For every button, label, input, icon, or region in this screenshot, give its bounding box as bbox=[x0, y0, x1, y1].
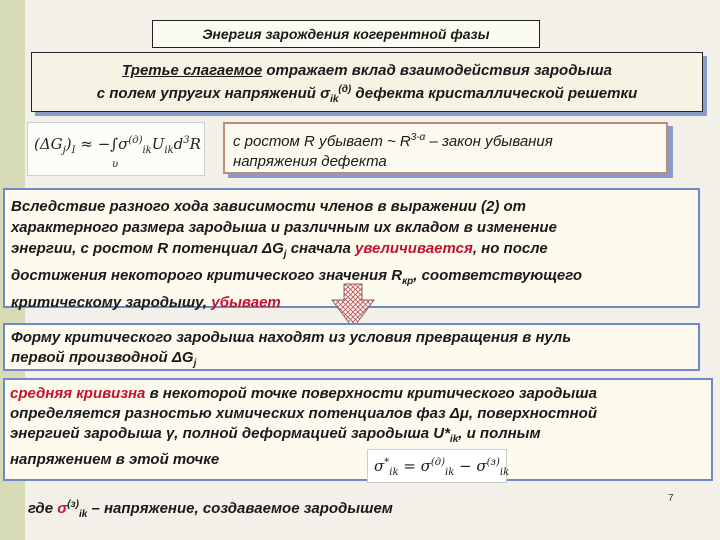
due-line-2: характерного размера зародыша и различным их вкладом в изменение bbox=[11, 219, 557, 236]
curv-l3b: , полной деформацией зародыша bbox=[174, 425, 434, 442]
formula-d: d bbox=[173, 135, 184, 153]
third-term-box bbox=[31, 52, 703, 112]
due-l4rsub: кр bbox=[402, 276, 414, 287]
due-l3r: R bbox=[157, 240, 169, 257]
due-line-3 bbox=[11, 238, 692, 265]
sigma-sup: (д) bbox=[338, 84, 352, 95]
where-sigma: σ bbox=[57, 500, 68, 517]
sf-d-sup: (д) bbox=[430, 457, 445, 468]
formula-integral: ≈ −∫σ bbox=[80, 135, 129, 153]
where-sup: (з) bbox=[67, 499, 79, 510]
formula-lhs-sub2: I bbox=[71, 145, 76, 156]
sf-z-sub: ik bbox=[499, 467, 510, 478]
sf-eq: = σ bbox=[398, 457, 431, 475]
where-b: – напряжение, создаваемое зародышем bbox=[87, 500, 393, 517]
formula-expression bbox=[34, 135, 201, 156]
formula-u-sub: ik bbox=[164, 145, 174, 156]
third-term-line-2 bbox=[32, 80, 702, 109]
critical-form-box bbox=[3, 323, 700, 371]
due-l4b: , соответствующего bbox=[413, 267, 583, 284]
formula-lhs: (ΔG bbox=[34, 135, 63, 153]
mean-curvature-box bbox=[3, 378, 713, 481]
decay-text-b: убывает ~ bbox=[314, 133, 400, 150]
sigma-symbol: σ bbox=[320, 85, 331, 102]
sf-lhs-sup: * bbox=[384, 457, 390, 468]
page-number: 7 bbox=[668, 493, 674, 504]
form-l2a: первой производной bbox=[11, 349, 172, 366]
formula-lhs-close: ) bbox=[65, 135, 72, 153]
form-l2g: ΔG bbox=[171, 349, 194, 366]
formula-sigma-sup: (д) bbox=[128, 135, 143, 146]
stress-formula-expression bbox=[374, 457, 509, 478]
curv-line-4: напряжением в этой точке bbox=[10, 451, 220, 468]
due-line-1: Вследствие разного хода зависимости членов в выражении (2) от bbox=[11, 198, 526, 215]
due-increases-red: увеличивается bbox=[355, 240, 473, 257]
formula-volume-label: υ bbox=[112, 159, 119, 170]
slide-title-text: Энергия зарождения когерентной фазы bbox=[202, 26, 490, 42]
sf-minus: − σ bbox=[454, 457, 487, 475]
stress-difference-formula bbox=[367, 449, 510, 483]
formula-r: R bbox=[189, 135, 201, 153]
sf-lhs-sub: ik bbox=[389, 467, 399, 478]
curv-line-2 bbox=[10, 404, 706, 424]
curv-l1-rest: в некоторой точке поверхности критического зародыша bbox=[145, 385, 597, 402]
formula-u: U bbox=[151, 135, 165, 153]
decay-power-base: R bbox=[399, 133, 411, 150]
due-decreases-red: убывает bbox=[211, 294, 281, 311]
sigma-sub: ik bbox=[330, 94, 339, 105]
due-l4r: R bbox=[391, 267, 403, 284]
sf-z-sup: (з) bbox=[486, 457, 500, 468]
third-term-line2-end: дефекта кристаллической решетки bbox=[351, 85, 638, 102]
curv-l3a: энергией зародыша bbox=[10, 425, 166, 442]
curv-u-sub: ik bbox=[449, 434, 459, 445]
decay-law-box bbox=[223, 122, 668, 174]
form-l2sub: j bbox=[193, 358, 197, 369]
due-l3gsub: j bbox=[283, 249, 287, 260]
due-l3b: потенциал bbox=[168, 240, 263, 257]
due-l4a: достижения некоторого критического значения bbox=[11, 267, 392, 284]
curv-line-1 bbox=[10, 384, 706, 404]
due-l3g: ΔG bbox=[262, 240, 284, 257]
decay-line-1 bbox=[233, 128, 658, 152]
decay-line-2: напряжения дефекта bbox=[233, 153, 387, 170]
due-l3d: , но после bbox=[472, 240, 548, 257]
curv-u: U* bbox=[433, 425, 450, 442]
where-a: где bbox=[28, 500, 58, 517]
due-l3c: сначала bbox=[286, 240, 355, 257]
nucleus-stress-definition bbox=[28, 499, 488, 525]
decay-text-a: с ростом bbox=[233, 133, 304, 150]
formula-sigma-sub: ik bbox=[142, 145, 152, 156]
decay-r: R bbox=[303, 133, 315, 150]
sf-d-sub: ik bbox=[445, 467, 455, 478]
third-term-line2-start: с полем упругих напряжений bbox=[96, 85, 321, 102]
where-sub: ik bbox=[78, 509, 88, 520]
third-term-line-1 bbox=[32, 61, 702, 80]
form-line-2 bbox=[11, 348, 692, 374]
due-l3a: энергии, с ростом bbox=[11, 240, 158, 257]
sf-lhs: σ bbox=[374, 457, 385, 475]
curvature-term-red: средняя кривизна bbox=[10, 385, 146, 402]
curv-gamma: γ bbox=[165, 425, 175, 442]
third-term-label: Третье слагаемое bbox=[122, 62, 263, 79]
formula-d-sup: 3 bbox=[183, 135, 190, 146]
formula-lhs-sub: j bbox=[62, 145, 66, 156]
curv-l2b: , поверхностной bbox=[468, 405, 597, 422]
third-term-line1-rest: отражает вклад взаимодействия зародыша bbox=[262, 62, 612, 79]
due-l5a: критическому зародышу, bbox=[11, 294, 212, 311]
curv-l2a: определяется разностью химических потенциалов фаз bbox=[10, 405, 450, 422]
interaction-energy-formula bbox=[27, 122, 205, 176]
form-line-1: Форму критического зародыша находят из условия превращения в нуль bbox=[11, 329, 572, 346]
decay-power-exp: 3-α bbox=[410, 132, 426, 143]
curv-mu: Δμ bbox=[449, 405, 469, 422]
decay-text-c: – закон убывания bbox=[425, 133, 553, 150]
slide-title bbox=[152, 20, 540, 48]
curv-l3c: , и полным bbox=[458, 425, 541, 442]
curv-line-3 bbox=[10, 424, 706, 450]
